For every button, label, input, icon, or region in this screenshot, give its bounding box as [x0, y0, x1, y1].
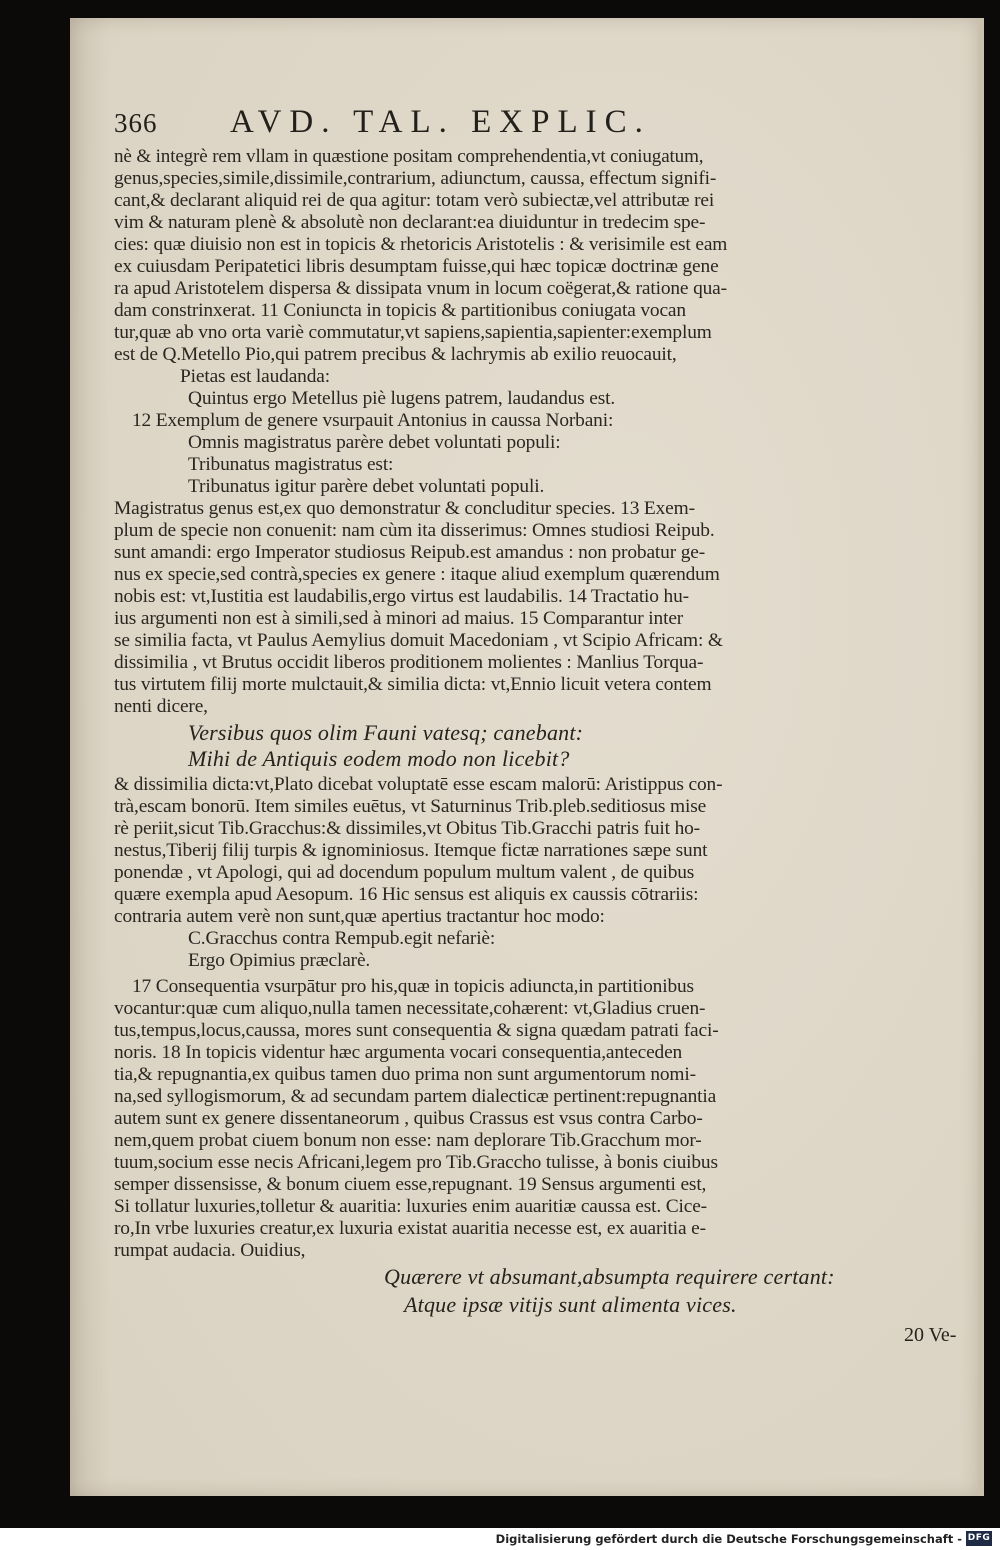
text-line: est de Q.Metello Pio,qui patrem precibus & lachrymis ab exilio reuocauit, — [114, 344, 677, 365]
text-line: nem,quem probat ciuem bonum non esse: nam deplorare Tib.Gracchum mor- — [114, 1130, 702, 1151]
page-body — [70, 18, 978, 1496]
text-line: nobis est: vt,Iustitia est laudabilis,ergo virtus est laudabilis. 14 Tractatio hu- — [114, 586, 689, 607]
catchword: 20 Ve- — [904, 1324, 957, 1346]
text-line: tuum,socium esse necis Africani,legem pro Tib.Graccho tulisse, à bonis ciuibus — [114, 1152, 718, 1173]
text-line: 17 Consequentia vsurpātur pro his,quæ in topicis adiuncta,in partitionibus — [132, 976, 694, 997]
text-line: dam constrinxerat. 11 Coniuncta in topicis & partitionibus coniugata vocan — [114, 300, 686, 321]
text-line: dissimilia , vt Brutus occidit liberos proditionem molientes : Manlius Torqua- — [114, 652, 704, 673]
text-line: autem sunt ex genere dissentaneorum , quibus Crassus est vsus contra Carbo- — [114, 1108, 703, 1129]
text-line: contraria autem verè non sunt,quæ apertius tractantur hoc modo: — [114, 906, 605, 927]
text-line: se similia facta, vt Paulus Aemylius domuit Macedoniam , vt Scipio Africam: & — [114, 630, 723, 651]
verse-line: Versibus quos olim Fauni vatesq; canebant: — [188, 720, 584, 745]
verse-line: Atque ipsæ vitijs sunt alimenta vices. — [404, 1292, 737, 1317]
verse-line: Quærere vt absumant,absumpta requirere certant: — [384, 1264, 835, 1289]
text-line: Magistratus genus est,ex quo demonstratur & concluditur species. 13 Exem- — [114, 498, 695, 519]
syllogism-line: Pietas est laudanda: — [180, 366, 330, 387]
running-title: AVD. TAL. EXPLIC. — [230, 104, 651, 140]
dfg-logo-icon: DFG — [966, 1531, 992, 1546]
syllogism-line: Quintus ergo Metellus piè lugens patrem, laudandus est. — [188, 388, 616, 409]
text-line: tus,tempus,locus,caussa, mores sunt consequentia & signa quædam patrati faci- — [114, 1020, 719, 1041]
text-line: nus ex specie,sed contrà,species ex genere : itaque aliud exemplum quærendum — [114, 564, 720, 585]
funding-credit: Digitalisierung gefördert durch die Deutsche Forschungsgemeinschaft - — [495, 1532, 962, 1546]
text-line: sunt amandi: ergo Imperator studiosus Reipub.est amandus : non probatur ge- — [114, 542, 706, 563]
text-line: plum de specie non conuenit: nam cùm ita disserimus: Omnes studiosi Reipub. — [114, 520, 715, 541]
text-line: rumpat audacia. Ouidius, — [114, 1240, 306, 1261]
text-line: nestus,Tiberij filij turpis & ignominiosus. Itemque fictæ narrationes sæpe sunt — [114, 840, 708, 861]
text-line: 12 Exemplum de genere vsurpauit Antonius in caussa Norbani: — [132, 410, 614, 431]
syllogism-line: C.Gracchus contra Rempub.egit nefariè: — [188, 928, 496, 949]
text-line: rè periit,sicut Tib.Gracchus:& dissimiles,vt Obitus Tib.Gracchi patris fuit ho- — [114, 818, 700, 839]
text-line: tia,& repugnantia,ex quibus tamen duo prima non sunt argumentorum nomi- — [114, 1064, 696, 1085]
text-line: ro,In vrbe luxuries creatur,ex luxuria existat auaritia necesse est, ex auaritia e- — [114, 1218, 706, 1239]
text-line: noris. 18 In topicis videntur hæc argumenta vocari consequentia,anteceden — [114, 1042, 683, 1063]
syllogism-line: Omnis magistratus parère debet voluntati populi: — [188, 432, 561, 453]
text-line: cant,& declarant aliquid rei de qua agitur: totam verò subiectæ,vel attributæ rei — [114, 190, 715, 211]
text-line: vim & naturam plenè & absolutè non declarant:ea diuiduntur in tredecim spe- — [114, 212, 706, 233]
syllogism-line: Ergo Opimius præclarè. — [188, 950, 371, 971]
syllogism-line: Tribunatus igitur parère debet voluntati populi. — [188, 476, 545, 497]
book-page — [70, 18, 984, 1496]
footer-bar — [0, 1528, 1000, 1550]
text-line: ex cuiusdam Peripatetici libris desumptam fuisse,qui hæc topicæ doctrinæ gene — [114, 256, 719, 277]
text-line: ra apud Aristotelem dispersa & dissipata vnum in locum coëgerat,& ratione qua- — [114, 278, 727, 299]
text-line: quære exempla apud Aesopum. 16 Hic sensus est aliquis ex caussis cōtrariis: — [114, 884, 699, 905]
text-line: & dissimilia dicta:vt,Plato dicebat voluptatē esse escam malorū: Aristippus con- — [114, 774, 723, 795]
syllogism-line: Tribunatus magistratus est: — [188, 454, 394, 475]
text-line: cies: quæ diuisio non est in topicis & rhetoricis Aristotelis : & verisimile est eam — [114, 234, 728, 255]
text-line: tus virtutem filij morte mulctauit,& similia dicta: vt,Ennio licuit vetera contem — [114, 674, 712, 695]
page-number: 366 — [114, 108, 158, 138]
text-line: tur,quæ ab vno orta variè commutatur,vt sapiens,sapientia,sapienter:exemplum — [114, 322, 712, 343]
text-line: nè & integrè rem vllam in quæstione positam comprehendentia,vt coniugatum, — [114, 146, 704, 167]
text-line: ponendæ , vt Apologi, qui ad docendum populum multum valent , de quibus — [114, 862, 695, 883]
text-line: vocantur:quæ cum aliquo,nulla tamen necessitate,cohærent: vt,Gladius cruen- — [114, 998, 706, 1019]
text-line: na,sed syllogismorum, & ad secundam partem dialecticæ pertinent:repugnantia — [114, 1086, 717, 1107]
verse-line: Mihi de Antiquis eodem modo non licebit? — [188, 746, 570, 771]
text-line: trà,escam bonorū. Item similes euētus, vt Saturninus Trib.pleb.seditiosus mise — [114, 796, 707, 817]
text-line: nenti dicere, — [114, 696, 208, 717]
text-line: genus,species,simile,dissimile,contrarium, adiunctum, caussa, effectum signifi- — [114, 168, 717, 189]
text-line: semper dissensisse, & bonum ciuem esse,repugnant. 19 Sensus argumenti est, — [114, 1174, 707, 1195]
text-line: Si tollatur luxuries,tolletur & auaritia: luxuries enim auaritiæ caussa est. Cice- — [114, 1196, 707, 1217]
text-line: ius argumenti non est à simili,sed à minori ad maius. 15 Comparantur inter — [114, 608, 684, 629]
